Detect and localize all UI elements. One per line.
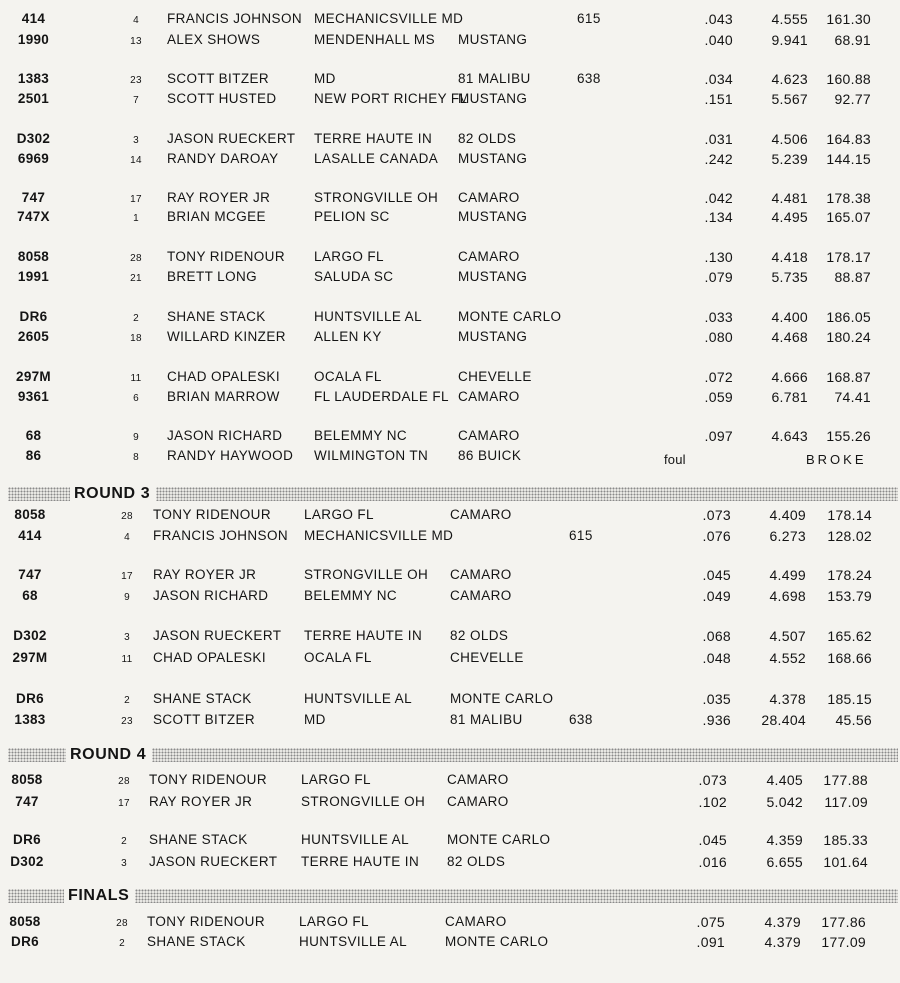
- entry-row: [0, 690, 900, 712]
- car-make: CAMARO: [450, 507, 512, 522]
- hometown: HUNTSVILLE AL: [304, 691, 412, 706]
- reaction-time: .130: [704, 249, 733, 265]
- speed-mph: 45.56: [835, 712, 872, 728]
- car-make: 81 MALIBU: [458, 71, 531, 86]
- reaction-time: .040: [704, 32, 733, 48]
- elapsed-time: 4.555: [771, 11, 808, 27]
- lane-number: 14: [130, 155, 142, 166]
- lane-number: 28: [121, 511, 133, 522]
- banner-dots-left: [8, 487, 70, 501]
- reaction-time: .042: [704, 190, 733, 206]
- driver-name: SHANE STACK: [167, 309, 266, 324]
- speed-mph: 117.09: [824, 794, 868, 810]
- lane-number: 13: [130, 36, 142, 47]
- elapsed-time: 4.481: [771, 190, 808, 206]
- round-title: ROUND 4: [70, 746, 147, 763]
- car-number: 747X: [17, 209, 50, 224]
- elapsed-time: 4.507: [769, 628, 806, 644]
- hometown: LARGO FL: [299, 914, 369, 929]
- speed-mph: 74.41: [834, 389, 871, 405]
- driver-name: CHAD OPALESKI: [153, 650, 266, 665]
- reaction-time: .080: [704, 329, 733, 345]
- entry-row: [0, 70, 900, 92]
- elapsed-time: 4.379: [764, 914, 801, 930]
- car-number: 6969: [17, 151, 50, 166]
- reaction-time: .016: [698, 854, 727, 870]
- hometown: HUNTSVILLE AL: [314, 309, 422, 324]
- car-number: DR6: [19, 309, 48, 324]
- reaction-time: .059: [704, 389, 733, 405]
- motor: 615: [569, 528, 593, 543]
- entry-row: [0, 427, 900, 449]
- car-number: 1383: [17, 71, 50, 86]
- driver-name: TONY RIDENOUR: [147, 914, 265, 929]
- elapsed-time: 5.567: [771, 91, 808, 107]
- car-make: CHEVELLE: [450, 650, 524, 665]
- entry-row: [0, 308, 900, 330]
- speed-mph: 153.79: [827, 588, 872, 604]
- reaction-time: .049: [702, 588, 731, 604]
- driver-name: CHAD OPALESKI: [167, 369, 280, 384]
- hometown: OCALA FL: [304, 650, 372, 665]
- elapsed-time: 4.378: [769, 691, 806, 707]
- reaction-time: .073: [702, 507, 731, 523]
- hometown: TERRE HAUTE IN: [304, 628, 423, 643]
- banner-dots-right: [156, 487, 898, 501]
- car-make: CHEVELLE: [458, 369, 532, 384]
- speed-mph: 160.88: [826, 71, 871, 87]
- car-make: 82 OLDS: [450, 628, 509, 643]
- speed-mph: 185.33: [823, 832, 868, 848]
- lane-number: 6: [133, 393, 139, 404]
- driver-name: FRANCIS JOHNSON: [153, 528, 289, 543]
- hometown: TERRE HAUTE IN: [314, 131, 433, 146]
- hometown: WILMINGTON TN: [314, 448, 429, 463]
- hometown: LARGO FL: [304, 507, 374, 522]
- hometown: SALUDA SC: [314, 269, 394, 284]
- speed-mph: 177.86: [821, 914, 866, 930]
- driver-name: BRIAN MCGEE: [167, 209, 266, 224]
- speed-mph: 168.87: [826, 369, 871, 385]
- entry-row: [0, 447, 900, 469]
- car-make: 82 OLDS: [458, 131, 517, 146]
- elapsed-time: 4.495: [771, 209, 808, 225]
- car-make: MUSTANG: [458, 32, 528, 47]
- car-make: MONTE CARLO: [445, 934, 549, 949]
- reaction-time: .045: [698, 832, 727, 848]
- elapsed-time: 4.418: [771, 249, 808, 265]
- entry-row: [0, 913, 900, 935]
- driver-name: SHANE STACK: [147, 934, 246, 949]
- lane-number: 18: [130, 333, 142, 344]
- reaction-time: .045: [702, 567, 731, 583]
- car-number: DR6: [13, 832, 41, 847]
- note-foul: foul: [664, 452, 686, 467]
- reaction-time: .151: [704, 91, 733, 107]
- lane-number: 4: [133, 15, 139, 26]
- entry-row: [0, 31, 900, 53]
- car-make: CAMARO: [450, 588, 512, 603]
- lane-number: 23: [130, 75, 142, 86]
- driver-name: TONY RIDENOUR: [167, 249, 285, 264]
- reaction-time: .102: [698, 794, 727, 810]
- reaction-time: .068: [702, 628, 731, 644]
- lane-number: 17: [130, 194, 142, 205]
- driver-name: WILLARD KINZER: [167, 329, 286, 344]
- driver-name: SHANE STACK: [153, 691, 252, 706]
- round-title: ROUND 3: [74, 485, 151, 502]
- entry-row: [0, 328, 900, 350]
- car-number: 8058: [9, 914, 41, 929]
- car-number: 747: [18, 567, 42, 582]
- car-make: MUSTANG: [458, 209, 528, 224]
- speed-mph: 178.14: [827, 507, 872, 523]
- hometown: HUNTSVILLE AL: [301, 832, 409, 847]
- car-number: D302: [10, 854, 44, 869]
- elapsed-time: 4.400: [771, 309, 808, 325]
- driver-name: RANDY HAYWOOD: [167, 448, 294, 463]
- car-make: CAMARO: [458, 190, 520, 205]
- car-make: 86 BUICK: [458, 448, 522, 463]
- reaction-time: .091: [696, 934, 725, 950]
- lane-number: 3: [133, 135, 139, 146]
- car-make: CAMARO: [447, 772, 509, 787]
- driver-name: BRIAN MARROW: [167, 389, 280, 404]
- elapsed-time: 5.735: [771, 269, 808, 285]
- car-number: 68: [25, 428, 42, 443]
- hometown: MD: [304, 712, 326, 727]
- reaction-time: .134: [704, 209, 733, 225]
- hometown: BELEMMY NC: [314, 428, 408, 443]
- banner-dots-left: [8, 889, 64, 903]
- entry-row: [0, 150, 900, 172]
- lane-number: 28: [116, 918, 128, 929]
- hometown: LARGO FL: [314, 249, 384, 264]
- car-number: 1990: [17, 32, 50, 47]
- reaction-time: .072: [704, 369, 733, 385]
- car-make: MUSTANG: [458, 91, 528, 106]
- speed-mph: 128.02: [827, 528, 872, 544]
- motor: 638: [569, 712, 593, 727]
- hometown: HUNTSVILLE AL: [299, 934, 407, 949]
- entry-row: [0, 771, 900, 793]
- entry-row: [0, 627, 900, 649]
- lane-number: 3: [121, 858, 127, 869]
- driver-name: SCOTT HUSTED: [167, 91, 277, 106]
- elapsed-time: 6.273: [769, 528, 806, 544]
- entry-row: [0, 10, 900, 32]
- note-broke: BROKE: [806, 452, 867, 467]
- car-make: MONTE CARLO: [458, 309, 562, 324]
- car-make: 81 MALIBU: [450, 712, 523, 727]
- lane-number: 7: [133, 95, 139, 106]
- entry-row: [0, 506, 900, 528]
- speed-mph: 186.05: [826, 309, 871, 325]
- driver-name: BRETT LONG: [167, 269, 258, 284]
- car-number: 9361: [17, 389, 50, 404]
- car-number: 297M: [16, 369, 51, 384]
- speed-mph: 144.15: [826, 151, 871, 167]
- hometown: STRONGVILLE OH: [314, 190, 439, 205]
- reaction-time: .242: [704, 151, 733, 167]
- speed-mph: 164.83: [826, 131, 871, 147]
- lane-number: 23: [121, 716, 133, 727]
- elapsed-time: 6.655: [766, 854, 803, 870]
- hometown: LASALLE CANADA: [314, 151, 439, 166]
- car-number: 747: [21, 190, 46, 205]
- elapsed-time: 4.409: [769, 507, 806, 523]
- speed-mph: 101.64: [823, 854, 868, 870]
- hometown: ALLEN KY: [314, 329, 382, 344]
- car-number: 68: [22, 588, 38, 603]
- car-number: 8058: [14, 507, 46, 522]
- car-make: CAMARO: [458, 428, 520, 443]
- speed-mph: 88.87: [834, 269, 871, 285]
- speed-mph: 155.26: [826, 428, 871, 444]
- elapsed-time: 4.499: [769, 567, 806, 583]
- hometown: OCALA FL: [314, 369, 382, 384]
- reaction-time: .097: [704, 428, 733, 444]
- reaction-time: .033: [704, 309, 733, 325]
- entry-row: [0, 208, 900, 230]
- lane-number: 21: [130, 273, 142, 284]
- driver-name: RANDY DAROAY: [167, 151, 279, 166]
- driver-name: TONY RIDENOUR: [149, 772, 267, 787]
- lane-number: 9: [133, 432, 139, 443]
- entry-row: [0, 831, 900, 853]
- car-number: D302: [16, 131, 51, 146]
- entry-row: [0, 527, 900, 549]
- car-number: 1383: [14, 712, 46, 727]
- elapsed-time: 4.552: [769, 650, 806, 666]
- hometown: NEW PORT RICHEY FL: [314, 91, 468, 106]
- round-title: FINALS: [68, 887, 130, 904]
- car-number: 414: [21, 11, 46, 26]
- elapsed-time: 28.404: [761, 712, 806, 728]
- round-banner: [8, 745, 898, 765]
- hometown: MECHANICSVILLE MD: [304, 528, 454, 543]
- hometown: MECHANICSVILLE MD: [314, 11, 464, 26]
- lane-number: 11: [121, 654, 133, 665]
- reaction-time: .079: [704, 269, 733, 285]
- speed-mph: 68.91: [834, 32, 871, 48]
- car-number: 297M: [12, 650, 48, 665]
- car-number: DR6: [11, 934, 39, 949]
- lane-number: 4: [124, 532, 130, 543]
- car-make: MONTE CARLO: [447, 832, 551, 847]
- car-make: MUSTANG: [458, 151, 528, 166]
- hometown: TERRE HAUTE IN: [301, 854, 420, 869]
- driver-name: SCOTT BITZER: [167, 71, 270, 86]
- reaction-time: .936: [702, 712, 731, 728]
- entry-row: [0, 566, 900, 588]
- speed-mph: 178.24: [827, 567, 872, 583]
- car-number: 747: [15, 794, 39, 809]
- speed-mph: 92.77: [834, 91, 871, 107]
- driver-name: RAY ROYER JR: [153, 567, 257, 582]
- reaction-time: .048: [702, 650, 731, 666]
- driver-name: RAY ROYER JR: [167, 190, 271, 205]
- car-make: CAMARO: [447, 794, 509, 809]
- reaction-time: .035: [702, 691, 731, 707]
- speed-mph: 178.17: [826, 249, 871, 265]
- elapsed-time: 4.666: [771, 369, 808, 385]
- entry-row: [0, 587, 900, 609]
- car-make: CAMARO: [450, 567, 512, 582]
- elapsed-time: 9.941: [771, 32, 808, 48]
- driver-name: JASON RICHARD: [167, 428, 283, 443]
- speed-mph: 180.24: [826, 329, 871, 345]
- lane-number: 28: [130, 253, 142, 264]
- car-number: 8058: [17, 249, 50, 264]
- speed-mph: 161.30: [826, 11, 871, 27]
- speed-mph: 178.38: [826, 190, 871, 206]
- hometown: BELEMMY NC: [304, 588, 398, 603]
- elapsed-time: 4.405: [766, 772, 803, 788]
- entry-row: [0, 793, 900, 815]
- reaction-time: .075: [696, 914, 725, 930]
- lane-number: 2: [133, 313, 139, 324]
- lane-number: 17: [118, 798, 130, 809]
- car-make: MONTE CARLO: [450, 691, 554, 706]
- banner-dots-right: [152, 748, 898, 762]
- hometown: MENDENHALL MS: [314, 32, 435, 47]
- car-make: MUSTANG: [458, 269, 528, 284]
- hometown: LARGO FL: [301, 772, 371, 787]
- reaction-time: .031: [704, 131, 733, 147]
- driver-name: JASON RICHARD: [153, 588, 269, 603]
- entry-row: [0, 853, 900, 875]
- hometown: FL LAUDERDALE FL: [314, 389, 449, 404]
- driver-name: SHANE STACK: [149, 832, 248, 847]
- lane-number: 2: [121, 836, 127, 847]
- banner-dots-left: [8, 748, 66, 762]
- speed-mph: 177.09: [821, 934, 866, 950]
- lane-number: 11: [130, 373, 142, 384]
- car-number: 86: [25, 448, 42, 463]
- lane-number: 1: [133, 213, 139, 224]
- elapsed-time: 4.506: [771, 131, 808, 147]
- elapsed-time: 5.042: [766, 794, 803, 810]
- speed-mph: 165.07: [826, 209, 871, 225]
- lane-number: 9: [124, 592, 130, 603]
- round-banner: [8, 886, 898, 906]
- driver-name: JASON RUECKERT: [149, 854, 278, 869]
- motor: 615: [577, 11, 601, 26]
- lane-number: 28: [118, 776, 130, 787]
- lane-number: 2: [124, 695, 130, 706]
- car-number: 2605: [17, 329, 50, 344]
- car-make: MUSTANG: [458, 329, 528, 344]
- entry-row: [0, 90, 900, 112]
- elapsed-time: 4.698: [769, 588, 806, 604]
- lane-number: 3: [124, 632, 130, 643]
- lane-number: 17: [121, 571, 133, 582]
- entry-row: [0, 388, 900, 410]
- driver-name: RAY ROYER JR: [149, 794, 253, 809]
- motor: 638: [577, 71, 601, 86]
- car-number: 2501: [17, 91, 50, 106]
- reaction-time: .034: [704, 71, 733, 87]
- speed-mph: 185.15: [827, 691, 872, 707]
- driver-name: JASON RUECKERT: [153, 628, 282, 643]
- entry-row: [0, 933, 900, 955]
- entry-row: [0, 248, 900, 270]
- lane-number: 8: [133, 452, 139, 463]
- elapsed-time: 4.643: [771, 428, 808, 444]
- entry-row: [0, 711, 900, 733]
- entry-row: [0, 649, 900, 671]
- driver-name: FRANCIS JOHNSON: [167, 11, 303, 26]
- speed-mph: 168.66: [827, 650, 872, 666]
- driver-name: TONY RIDENOUR: [153, 507, 271, 522]
- entry-row: [0, 368, 900, 390]
- elapsed-time: 4.379: [764, 934, 801, 950]
- driver-name: ALEX SHOWS: [167, 32, 261, 47]
- elapsed-time: 4.623: [771, 71, 808, 87]
- reaction-time: .043: [704, 11, 733, 27]
- car-number: 8058: [11, 772, 43, 787]
- elapsed-time: 5.239: [771, 151, 808, 167]
- elapsed-time: 4.468: [771, 329, 808, 345]
- car-number: 414: [18, 528, 42, 543]
- driver-name: SCOTT BITZER: [153, 712, 256, 727]
- car-make: 82 OLDS: [447, 854, 506, 869]
- car-make: CAMARO: [445, 914, 507, 929]
- reaction-time: .076: [702, 528, 731, 544]
- banner-dots-right: [135, 889, 898, 903]
- hometown: STRONGVILLE OH: [301, 794, 426, 809]
- hometown: MD: [314, 71, 336, 86]
- car-make: CAMARO: [458, 249, 520, 264]
- hometown: PELION SC: [314, 209, 390, 224]
- elapsed-time: 6.781: [771, 389, 808, 405]
- car-number: DR6: [16, 691, 44, 706]
- elapsed-time: 4.359: [766, 832, 803, 848]
- reaction-time: .073: [698, 772, 727, 788]
- driver-name: JASON RUECKERT: [167, 131, 296, 146]
- hometown: STRONGVILLE OH: [304, 567, 429, 582]
- car-number: 1991: [17, 269, 50, 284]
- entry-row: [0, 268, 900, 290]
- round-banner: [8, 484, 898, 504]
- speed-mph: 177.88: [823, 772, 868, 788]
- car-make: CAMARO: [458, 389, 520, 404]
- car-number: D302: [13, 628, 47, 643]
- entry-row: [0, 130, 900, 152]
- speed-mph: 165.62: [827, 628, 872, 644]
- lane-number: 2: [119, 938, 125, 949]
